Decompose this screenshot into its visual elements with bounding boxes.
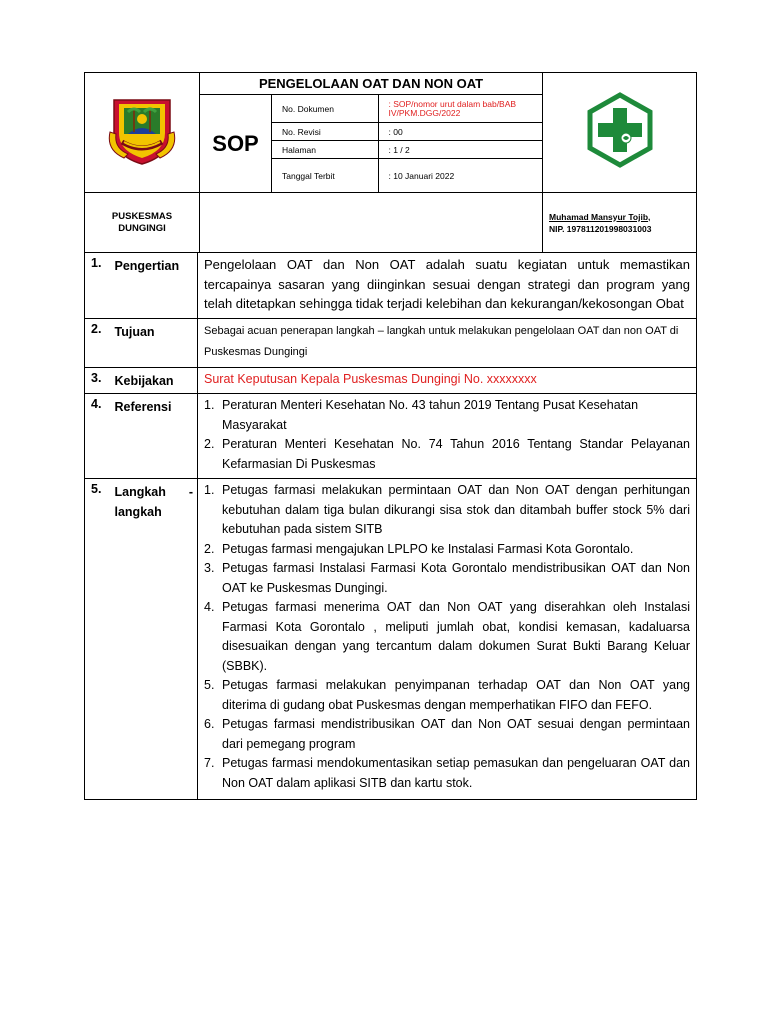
label-part-b: langkah (114, 505, 162, 519)
list-item (204, 435, 690, 474)
section-kebijakan (85, 367, 697, 394)
meta-value-doc-no: : SOP/nomor urut dalam bab/BAB IV/PKM.DGG/2022 (378, 95, 542, 123)
item-text: Petugas farmasi mendistribusikan OAT dan Non OAT sesuai dengan permintaan dari pemegang program (222, 717, 690, 751)
section-tujuan (85, 318, 697, 367)
section-number: 2. (85, 318, 111, 367)
list-item (204, 715, 690, 754)
section-text: Sebagai acuan penerapan langkah – langkah untuk melakukan pengelolaan OAT dan non OAT di Puskesmas Dungingi (198, 318, 697, 367)
item-text: Petugas farmasi melakukan permintaan OAT dan Non OAT dengan perhitungan kebutuhan dalam tiga bulan dikurangi sisa stok dan ditambah buffer stock 5% dari kebutuhan pada sistem SITB (222, 483, 690, 536)
section-label: Referensi (111, 394, 198, 479)
item-number: 4. (204, 600, 215, 614)
item-number: 6. (204, 717, 215, 731)
item-text: Petugas farmasi Instalasi Farmasi Kota Gorontalo mendistribusikan OAT dan Non OAT ke Puskesmas Dungingi. (222, 561, 690, 595)
item-number: 1. (204, 398, 215, 412)
item-number: 5. (204, 678, 215, 692)
sop-body-table (84, 252, 697, 800)
org-line-2: DUNGINGI (118, 222, 166, 234)
item-text: Petugas farmasi mendokumentasikan setiap pemasukan dan pengeluaran OAT dan Non OAT dalam aplikasi SITB dan kartu stok. (222, 756, 690, 790)
item-number: 1. (204, 483, 215, 497)
item-text: Peraturan Menteri Kesehatan No. 43 tahun 2019 Tentang Pusat Kesehatan Masyarakat (222, 398, 639, 432)
organization-name (85, 193, 200, 253)
item-text: Petugas farmasi mengajukan LPLPO ke Instalasi Farmasi Kota Gorontalo. (222, 541, 634, 556)
section-number: 3. (85, 367, 111, 394)
procedure-steps (198, 479, 697, 800)
list-item (204, 676, 690, 715)
list-item (204, 396, 690, 435)
list-item (204, 598, 690, 676)
org-line-1: PUSKESMAS (111, 210, 173, 222)
item-text: Petugas farmasi menerima OAT dan Non OAT yang diserahkan oleh Instalasi Farmasi Kota Gorontalo , meliputi jumlah obat, kondisi kemasan, kadaluarsa disesuaikan dengan yang tercantum dalam dokumen Surat Bukti Barang Keluar (SBBK). (222, 600, 690, 673)
item-number: 2. (204, 437, 215, 451)
sop-label: SOP (200, 95, 272, 193)
blank-cell (200, 193, 543, 253)
document-meta (272, 95, 543, 193)
section-langkah (85, 479, 697, 800)
section-text: Surat Keputusan Kepala Puskesmas Dungingi No. xxxxxxxx (198, 367, 697, 394)
puskesmas-logo-cell (543, 73, 697, 193)
label-part-a: Langkah (114, 485, 166, 499)
item-text: Peraturan Menteri Kesehatan No. 74 Tahun 2016 Tentang Standar Pelayanan Kefarmasian Di Puskesmas (222, 437, 690, 471)
list-item (204, 754, 690, 793)
section-number: 4. (85, 394, 111, 479)
city-logo-cell (85, 73, 200, 193)
meta-label-revision: No. Revisi (272, 123, 378, 141)
list-item (204, 540, 690, 560)
signer-name: Muhamad Mansyur Tojib, (549, 211, 651, 222)
item-text: Petugas farmasi melakukan penyimpanan terhadap OAT dan Non OAT yang diterima di gudang obat Puskesmas dengan memperhatikan FIFO dan FEFO. (222, 678, 690, 712)
section-label (111, 479, 198, 800)
section-number: 5. (85, 479, 111, 800)
sop-document (84, 72, 696, 800)
section-text: Pengelolaan OAT dan Non OAT adalah suatu kegiatan untuk memastikan tercapainya sasaran yang diinginkan sesuai dengan strategi dan program yang telah ditetapkan sehingga tidak terjadi kelebihan dan kekurangan/kekosongan Obat (198, 253, 697, 319)
meta-label-doc-no: No. Dokumen (272, 95, 378, 123)
meta-label-issue-date: Tanggal Terbit (272, 159, 378, 193)
item-number: 7. (204, 756, 215, 770)
section-label: Tujuan (111, 318, 198, 367)
item-number: 3. (204, 561, 215, 575)
meta-value-page: : 1 / 2 (378, 141, 542, 159)
signature-block (543, 193, 697, 253)
reference-list (198, 394, 697, 479)
puskesmas-logo-icon (582, 92, 658, 168)
section-number: 1. (85, 253, 111, 319)
meta-value-issue-date: : 10 Januari 2022 (378, 159, 542, 193)
sop-header-table (84, 72, 697, 253)
document-title: PENGELOLAAN OAT DAN NON OAT (200, 73, 543, 95)
list-item (204, 559, 690, 598)
signer-nip: NIP. 197811201998031003 (549, 223, 652, 234)
section-referensi (85, 394, 697, 479)
label-dash: - (188, 485, 193, 499)
list-item (204, 481, 690, 540)
section-label: Kebijakan (111, 367, 198, 394)
section-pengertian (85, 253, 697, 319)
meta-value-revision: : 00 (378, 123, 542, 141)
section-label: Pengertian (111, 253, 198, 319)
item-number: 2. (204, 541, 215, 556)
meta-label-page: Halaman (272, 141, 378, 159)
kota-gorontalo-emblem-icon (106, 92, 178, 168)
